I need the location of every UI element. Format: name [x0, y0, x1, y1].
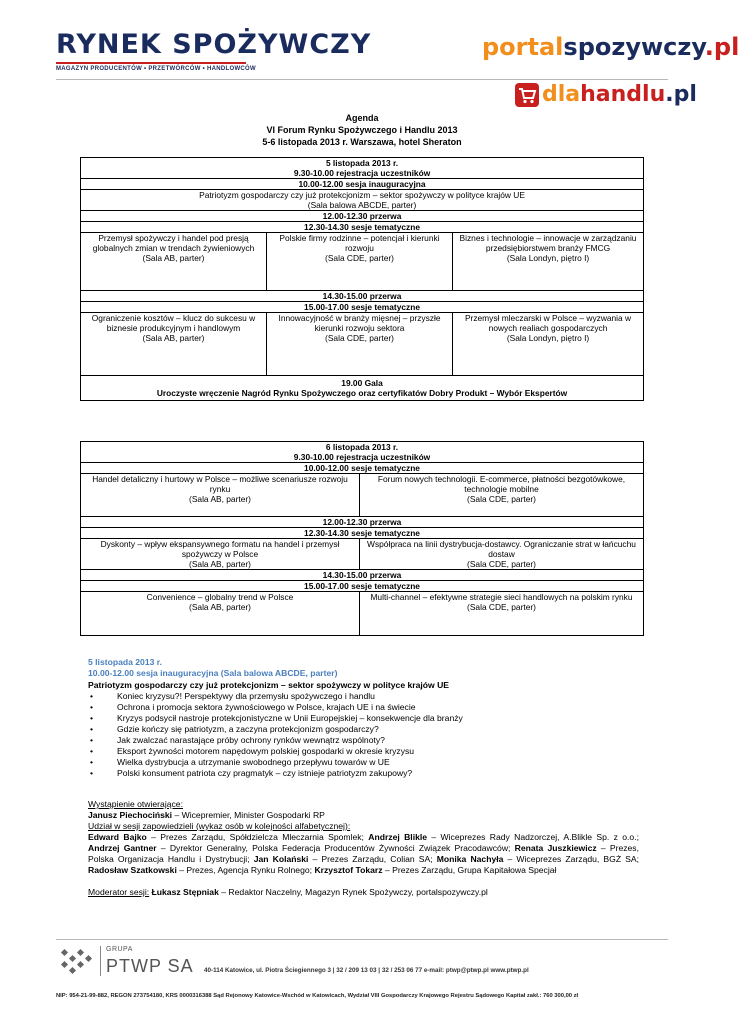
footer-grupa: GRUPA [106, 946, 133, 953]
panel-label: Udział w sesji zapowiedzieli (wykaz osób w kolejności alfabetycznej): [88, 821, 351, 831]
cell-text: Patriotyzm gospodarczy czy już protekcjonizm – sektor spożywczy w polityce krajów UE [199, 190, 525, 200]
cell-text: Multi-channel – efektywne strategie sieci handlowych na polskim rynku [370, 592, 633, 602]
cell-text: (Sala AB, parter) [189, 602, 251, 612]
speaker-role: – Prezes Zarządu, Colian SA; [308, 854, 437, 864]
opening-speech-label: Wystąpienie otwierające: [88, 799, 183, 809]
event-name: VI Forum Rynku Spożywczego i Handlu 2013 [266, 125, 458, 135]
portal-logo-part: spozywczy [563, 33, 705, 61]
list-item: • Eksport żywności motorem napędowym polskiej gospodarki w okresie kryzysu [90, 746, 463, 757]
cell-text: (Sala Londyn, piętro I) [506, 333, 590, 343]
session-cell [360, 539, 644, 570]
cell-text: Convenience – globalny trend w Polsce [146, 592, 294, 602]
cell-text: (Sala AB, parter) [189, 494, 251, 504]
cell-text: (Sala CDE, parter) [467, 602, 536, 612]
dlahandlu-logo-part: .pl [665, 82, 697, 107]
agenda-title: Agenda [345, 113, 379, 123]
header-divider [56, 79, 668, 80]
list-item: • Kryzys podsycił nastroje protekcjonistyczne w Unii Europejskiej – konsekwencje dla branży [90, 713, 463, 724]
speaker-name: Monika Nachyła [436, 854, 504, 864]
speaker-name: Renata Juszkiewicz [514, 843, 597, 853]
day1-sessions1: 12.30-14.30 sesje tematyczne [81, 222, 644, 233]
day2-sessions2: 12.30-14.30 sesje tematyczne [81, 528, 644, 539]
day1-gala [81, 376, 644, 401]
rynek-logo-text: RYNEK SPOŻYWCZY [56, 29, 372, 60]
portal-logo-part: .pl [704, 33, 739, 61]
session-cell [81, 313, 267, 376]
cell-text: Współpraca na linii dystrybucja-dostawcy. Ograniczanie strat w łańcuchu dostaw [367, 539, 636, 559]
shopping-cart-icon [514, 82, 540, 108]
session-cell [81, 233, 267, 291]
day2-sessions1: 10.00-12.00 sesje tematyczne [81, 463, 644, 474]
day1-break2: 14.30-15.00 przerwa [81, 291, 644, 302]
cell-text: (Sala AB, parter) [189, 559, 251, 569]
cell-text: Polskie firmy rodzinne – potencjał i kierunki rozwoju [279, 233, 440, 253]
moderator-name: Łukasz Stępniak [149, 887, 219, 897]
details-date: 5 listopada 2013 r. [88, 657, 163, 667]
opening-speaker [88, 810, 325, 821]
list-item: • Jak zwalczać narastające próby ochrony rynków wewnątrz wspólnoty? [90, 735, 463, 746]
panel-list [88, 832, 639, 876]
speaker-role: – Prezes Zarządu, Grupa Kapitałowa Specjał [382, 865, 557, 875]
dlahandlu-logo-part: handlu [580, 82, 666, 107]
day1-date [81, 158, 644, 179]
cell-text: Przemysł spożywczy i handel pod presją globalnych zmian w trendach żywieniowych [92, 233, 255, 253]
speaker-name: Edward Bajko [88, 832, 147, 842]
day2-agenda-table [80, 441, 644, 636]
day1-agenda-table [80, 157, 644, 401]
cell-text: (Sala AB, parter) [142, 333, 205, 343]
speaker-name: Andrzej Blikle [368, 832, 428, 842]
cell-text: (Sala Londyn, piętro I) [506, 253, 590, 263]
day2-sessions3: 15.00-17.00 sesje tematyczne [81, 581, 644, 592]
ptwp-logo-icon [56, 946, 100, 976]
footer-separator [100, 946, 101, 976]
cell-text: 6 listopada 2013 r. [325, 442, 399, 452]
footer-divider [56, 939, 668, 940]
session-cell [453, 313, 644, 376]
speaker-name: Janusz Piechociński [88, 810, 173, 820]
cell-text: Przemysł mleczarski w Polsce – wyzwania w nowych realiach gospodarczych [464, 313, 632, 333]
cell-text: Innowacyjność w branży mięsnej – przyszłe kierunki rozwoju sektora [278, 313, 441, 333]
moderator-label: Moderator sesji: [88, 887, 150, 897]
day1-sessions2: 15.00-17.00 sesje tematyczne [81, 302, 644, 313]
session-cell [81, 592, 360, 636]
list-item: • Polski konsument patriota czy pragmatyk – czy istnieje patriotyzm zakupowy? [90, 768, 463, 779]
dlahandlu-logo [514, 79, 697, 111]
cell-text: (Sala AB, parter) [142, 253, 205, 263]
cell-text: 19.00 Gala [341, 378, 383, 388]
session-cell [360, 474, 644, 517]
rynek-logo-tagline: MAGAZYN PRODUCENTÓW • PRZETWÓRCÓW • HANDLOWCÓW [56, 66, 256, 72]
session-cell [81, 474, 360, 517]
footer-legal: NIP: 954-21-99-882, REGON 273754180, KRS 0000316388 Sąd Rejonowy Katowice-Wschód w Katowicach, Wydział VIII Gospodarczy Krajowego Rejestru Sądowego Kapitał zakł.: 760 300,00 zł [56, 993, 579, 999]
session-cell [81, 539, 360, 570]
details-topic: Patriotyzm gospodarczy czy już protekcjonizm – sektor spożywczy w polityce krajów UE [88, 680, 450, 690]
speaker-name: Jan Kolański [253, 854, 309, 864]
speaker-role: – Prezes, Polska Organizacja Handlu i Dystrybucji; [88, 843, 639, 864]
day1-opening: 10.00-12.00 sesja inauguracyjna [81, 179, 644, 190]
list-item: • Ochrona i promocja sektora żywnościowego w Polsce, krajach UE i na świecie [90, 702, 463, 713]
cell-text: Handel detaliczny i hurtowy w Polsce – możliwe scenariusze rozwoju rynku [92, 474, 348, 494]
session-cell [267, 233, 453, 291]
cell-text: 9.30-10.00 rejestracja uczestników [293, 452, 431, 462]
cell-text: Biznes i technologie – innowacje w zarządzaniu przedsiębiorstwem branży FMCG [459, 233, 637, 253]
speaker-role: – Prezes, Agencja Rynku Rolnego; [176, 865, 315, 875]
logo-rule [56, 62, 246, 64]
cell-text: Dyskonty – wpływ ekspansywnego formatu na handel i przemysł spożywczy w Polsce [100, 539, 340, 559]
list-item: • Koniec kryzysu?! Perspektywy dla przemysłu spożywczego i handlu [90, 691, 463, 702]
speaker-role: – Wiceprezes Rady Nadzorczej, A.Blikle Sp. z o.o.; [427, 832, 639, 842]
cell-text: (Sala CDE, parter) [467, 494, 536, 504]
day1-break1: 12.00-12.30 przerwa [81, 211, 644, 222]
cell-text: (Sala CDE, parter) [325, 333, 394, 343]
speaker-role: – Prezes Zarządu, Spółdzielcza Mleczarnia Spomlek; [146, 832, 369, 842]
session-cell [360, 592, 644, 636]
dlahandlu-logo-part: dla [542, 82, 581, 107]
speaker-role: – Dyrektor Generalny, Polska Federacja Producentów Żywności Związek Pracodawców; [156, 843, 515, 853]
event-dates: 5-6 listopada 2013 r. Warszawa, hotel Sheraton [262, 137, 462, 147]
cell-text: Forum nowych technologii. E-commerce, płatności bezgotówkowe, technologie mobilne [377, 474, 626, 494]
session-cell [453, 233, 644, 291]
list-item: • Gdzie kończy się patriotyzm, a zaczyna protekcjonizm gospodarczy? [90, 724, 463, 735]
cell-text: (Sala CDE, parter) [467, 559, 536, 569]
day2-break1: 12.00-12.30 przerwa [81, 517, 644, 528]
cell-text: 5 listopada 2013 r. [325, 158, 399, 168]
session-cell [267, 313, 453, 376]
cell-text: Ograniczenie kosztów – klucz do sukcesu w biznesie produkcyjnym i handlowym [91, 313, 256, 333]
cell-text: (Sala CDE, parter) [325, 253, 394, 263]
portalspozywczy-logo [482, 32, 739, 62]
moderator-role: – Redaktor Naczelny, Magazyn Rynek Spożywczy, portalspozywczy.pl [218, 887, 488, 897]
details-session: 10.00-12.00 sesja inauguracyjna (Sala balowa ABCDE, parter) [88, 668, 338, 678]
cell-text: 9.30-10.00 rejestracja uczestników [293, 168, 431, 178]
cell-text: Uroczyste wręczenie Nagród Rynku Spożywczego oraz certyfikatów Dobry Produkt – Wybór Ekspertów [156, 388, 568, 398]
speaker-name: Krzysztof Tokarz [314, 865, 383, 875]
speaker-name: Andrzej Gantner [88, 843, 157, 853]
footer-contact: 40-114 Katowice, ul. Piotra Ściegiennego 3 | 32 / 209 13 03 | 32 / 253 06 77 e-mail: ptwp@ptwp.pl www.ptwp.pl [204, 967, 529, 974]
speaker-role: – Wiceprezes Zarządu, BGŻ SA; [503, 854, 640, 864]
speaker-role: – Wicepremier, Minister Gospodarki RP [172, 810, 325, 820]
topics-list [90, 691, 463, 779]
day1-opening-topic [81, 190, 644, 211]
list-item: • Wielka dystrybucja a utrzymanie swobodnego przepływu towarów w UE [90, 757, 463, 768]
cell-text: (Sala balowa ABCDE, parter) [307, 200, 417, 210]
moderator [88, 887, 488, 898]
day2-date [81, 442, 644, 463]
footer-company: PTWP SA [106, 956, 194, 976]
speaker-name: Radosław Szatkowski [88, 865, 177, 875]
portal-logo-part: portal [482, 33, 564, 61]
day2-break2: 14.30-15.00 przerwa [81, 570, 644, 581]
